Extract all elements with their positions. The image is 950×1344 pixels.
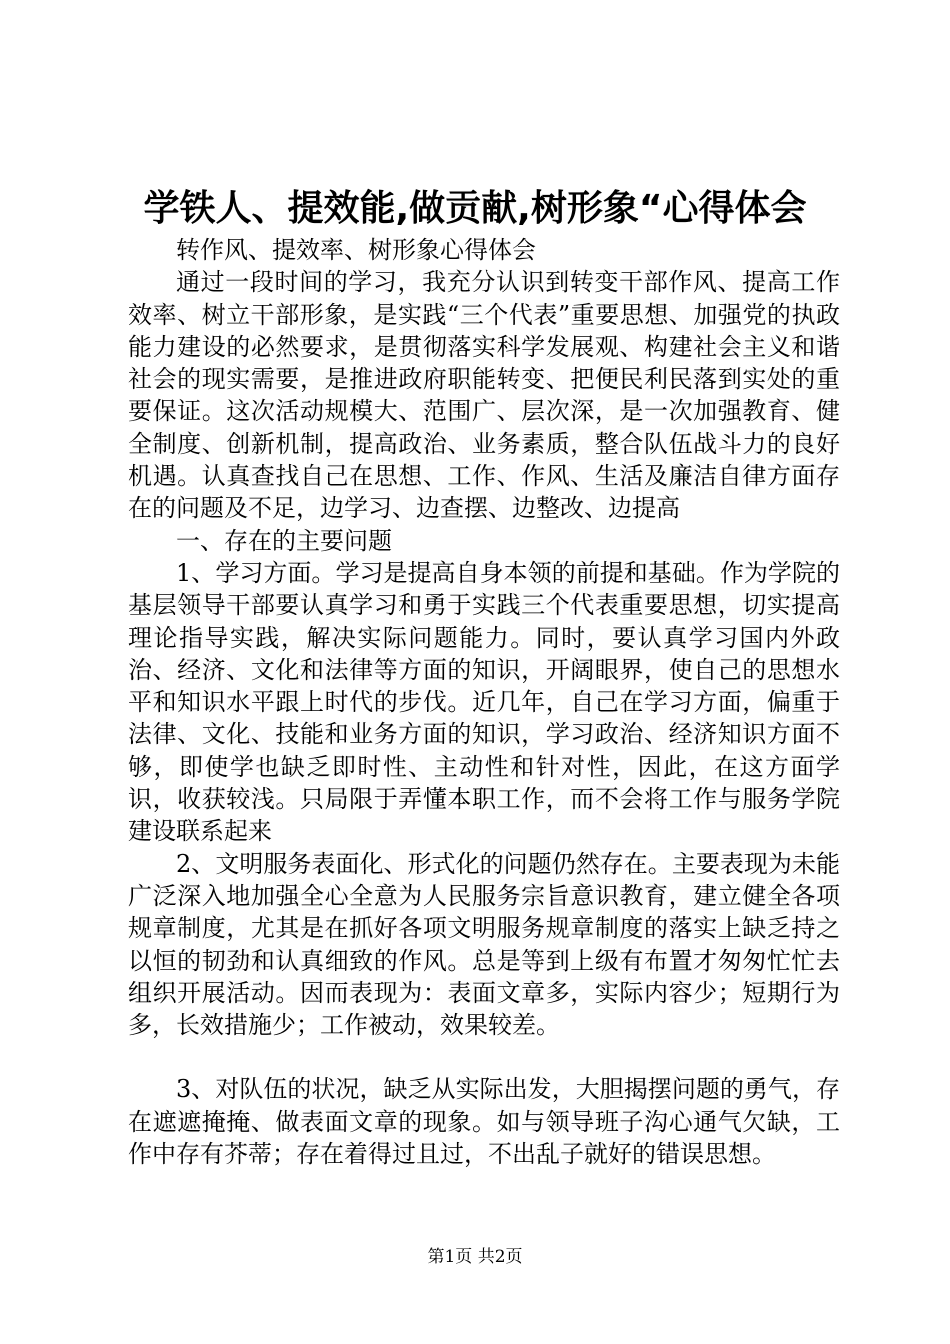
paragraph-service: 2、文明服务表面化、形式化的问题仍然存在。主要表现为未能广泛深入地加强全心全意为人民服务宗旨意识教育，建立健全各项规章制度，尤其是在抓好各项文明服务规章制度的落实上缺乏持之以恒的韧劲和认真细致的作风。总是等到上级有布置才匆匆忙忙去组织开展活动。因而表现为：表面文章多，实际内容少；短期行为多，长效措施少；工作被动，效果较差。 (128, 849, 840, 1040)
document-subtitle: 转作风、提效率、树形象心得体会 (176, 236, 536, 264)
paragraph-intro: 通过一段时间的学习，我充分认识到转变干部作风、提高工作效率、树立干部形象，是实践“三个代表”重要思想、加强党的执政能力建设的必然要求，是贯彻落实科学发展观、构建社会主义和谐社会的现实需要，是推进政府职能转变、把便民利民落到实处的重要保证。这次活动规模大、范围广、层次深，是一次加强教育、健全制度、创新机制，提高政治、业务素质，整合队伍战斗力的良好机遇。认真查找自己在思想、工作、作风、生活及廉洁自律方面存在的问题及不足，边学习、边查摆、边整改、边提高 (128, 268, 840, 523)
document-body (128, 234, 840, 1170)
document-title: 学铁人、提效能,做贡献,树形象“心得体会 (143, 188, 807, 229)
paragraph-team: 3、对队伍的状况，缺乏从实际出发，大胆揭摆问题的勇气，存在遮遮掩掩、做表面文章的现象。如与领导班子沟心通气欠缺，工作中存有芥蒂；存在着得过且过，不出乱子就好的错误思想。 (128, 1075, 840, 1169)
paragraph-gap (128, 1041, 840, 1073)
page-number: 第1页 共2页 (427, 1247, 523, 1267)
section-heading-problems: 一、存在的主要问题 (176, 526, 392, 555)
paragraph-study: 1、学习方面。学习是提高自身本领的前提和基础。作为学院的基层领导干部要认真学习和勇于实践三个代表重要思想，切实提高理论指导实践，解决实际问题能力。同时，要认真学习国内外政治、经济、文化和法律等方面的知识，开阔眼界，使自己的思想水平和知识水平跟上时代的步伐。近几年，自己在学习方面，偏重于法律、文化、技能和业务方面的知识，学习政治、经济知识方面不够，即使学也缺乏即时性、主动性和针对性，因此，在这方面学识，收获较浅。只局限于弄懂本职工作，而不会将工作与服务学院建设联系起来 (128, 558, 840, 846)
